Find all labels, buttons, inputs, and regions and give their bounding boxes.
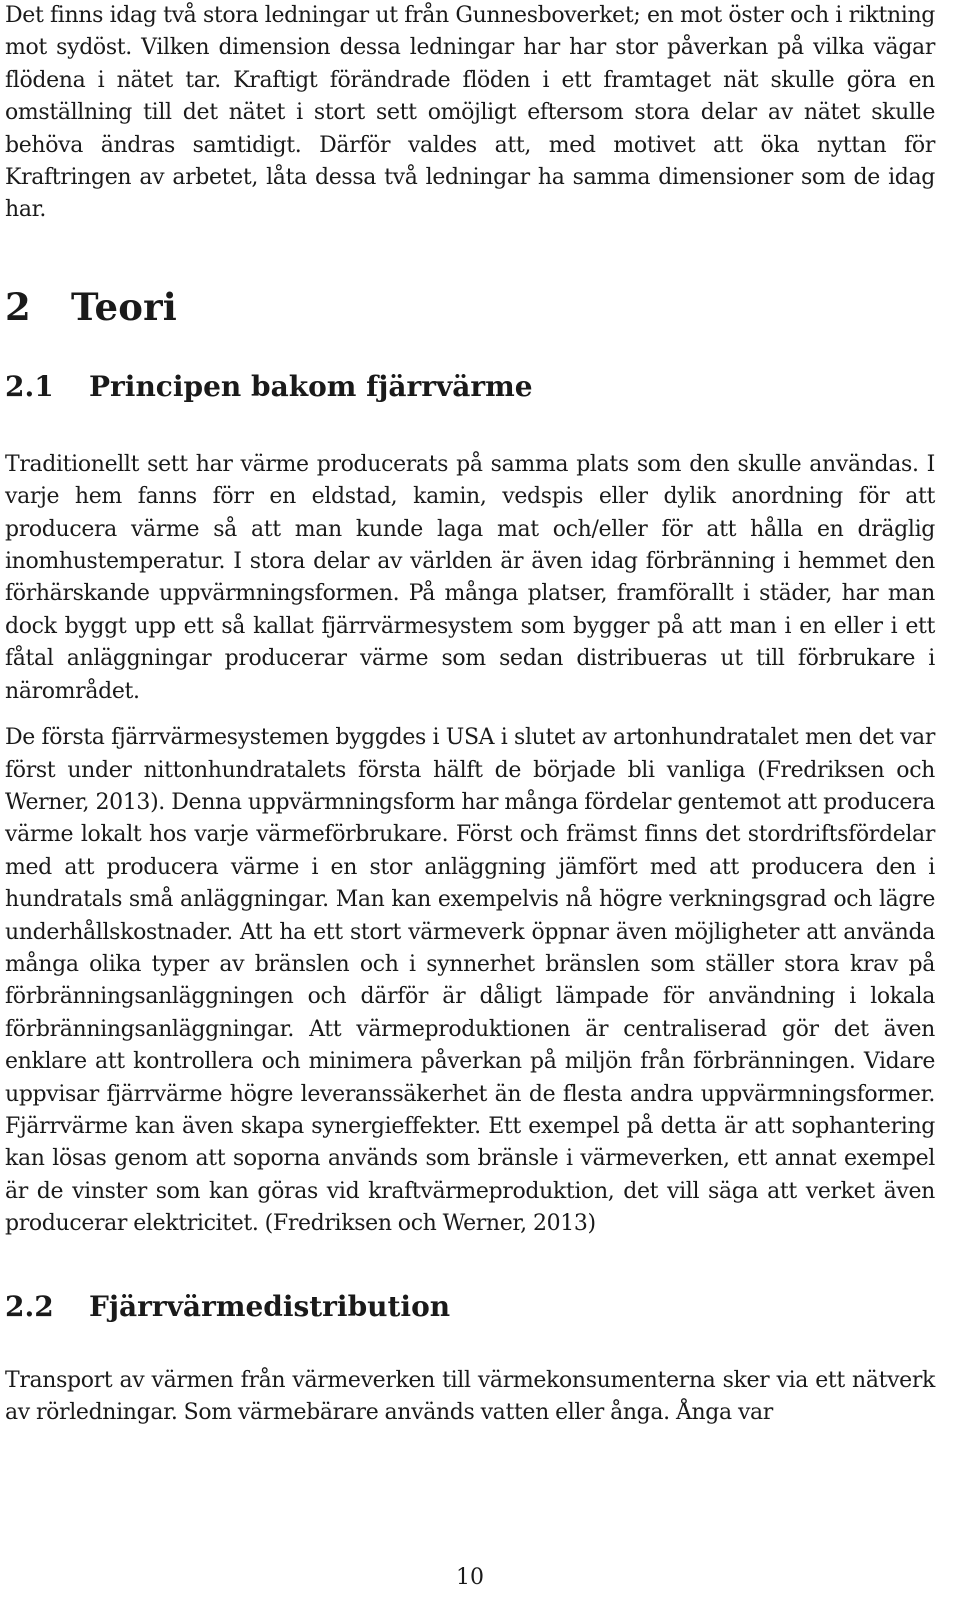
subsection-heading-principen bbox=[5, 369, 935, 405]
subsection-heading-distribution bbox=[5, 1289, 935, 1325]
subsection-title: Fjärrvärmedistribution bbox=[89, 1289, 451, 1323]
intro-paragraph: Det finns idag två stora ledningar ut från Gunnesboverket; en mot öster och i riktning mot sydöst. Vilken dimension dessa ledningar har har stor påverkan på vilka vägar flödena i nätet tar. Kraftigt förändrade flöden i ett framtaget nät skulle göra en omställning till det nätet i stort sett omöjligt eftersom stora delar av nätet skulle behöva ändras samtidigt. Därför valdes att, med motivet att öka nyttan för Kraftringen av arbetet, låta dessa två ledningar ha samma dimensioner som de idag har. bbox=[5, 3, 935, 223]
subsection-title: Principen bakom fjärrvärme bbox=[89, 369, 533, 403]
body-paragraph: De första fjärrvärmesystemen byggdes i USA i slutet av artonhundratalet men det var först under nittonhundratalets första hälft de började bli vanliga (Fredriksen och Werner, 2013). Denna uppvärmningsform har många fördelar gentemot att producera värme lokalt hos varje värmeförbrukare. Först och främst finns det stordriftsfördelar med att producera värme i en stor anläggning jämfört med att producera den i hundratals små anläggningar. Man kan exempelvis nå högre verkningsgrad och lägre underhållskostnader. Att ha ett stort värmeverk öppnar även möjligheter att använda många olika typer av bränslen och i synnerhet bränslen som ställer stora krav på förbränningsanläggningen och därför är dåligt lämpade för användning i lokala förbränningsanläggningar. Att värmeproduktionen är centraliserad gör det även enklare att kontrollera och minimera påverkan på miljön från förbränningen. Vidare uppvisar fjärrvärme högre leveranssäkerhet än de flesta andra uppvärmningsformer. Fjärrvärme kan även skapa synergieffekter. Ett exempel på detta är att sophantering kan lösas genom att soporna används som bränsle i värmeverken, ett annat exempel är de vinster som kan göras vid kraftvärmeproduktion, det vill säga att verket även producerar elektricitet. (Fredriksen och Werner, 2013) bbox=[5, 725, 935, 1237]
section-number: 2 bbox=[5, 284, 31, 329]
body-paragraph: Transport av värmen från värmeverken till värmekonsumenterna sker via ett nätverk av rörledningar. Som värmebärare används vatten eller ånga. Ånga var bbox=[5, 1367, 935, 1425]
subsection-number: 2.2 bbox=[5, 1289, 54, 1323]
section-title: Teori bbox=[71, 284, 178, 329]
section-heading bbox=[5, 285, 935, 329]
page-number: 10 bbox=[456, 1565, 484, 1590]
subsection-number: 2.1 bbox=[5, 369, 54, 403]
document-page bbox=[5, 0, 935, 1429]
body-paragraph: Traditionellt sett har värme producerats på samma plats som den skulle användas. I varje hem fanns förr en eldstad, kamin, vedspis eller dylik anordning för att producera värme så att man kunde laga mat och/eller för att hålla en dräglig inomhustemperatur. I stora delar av världen är även idag förbränning i hemmet den förhärskande uppvärmningsformen. På många platser, framförallt i städer, har man dock byggt upp ett så kallat fjärrvärmesystem som bygger på att man i en eller i ett fåtal anläggningar producerar värme som sedan distribueras ut till förbrukare i närområdet. bbox=[5, 451, 935, 704]
